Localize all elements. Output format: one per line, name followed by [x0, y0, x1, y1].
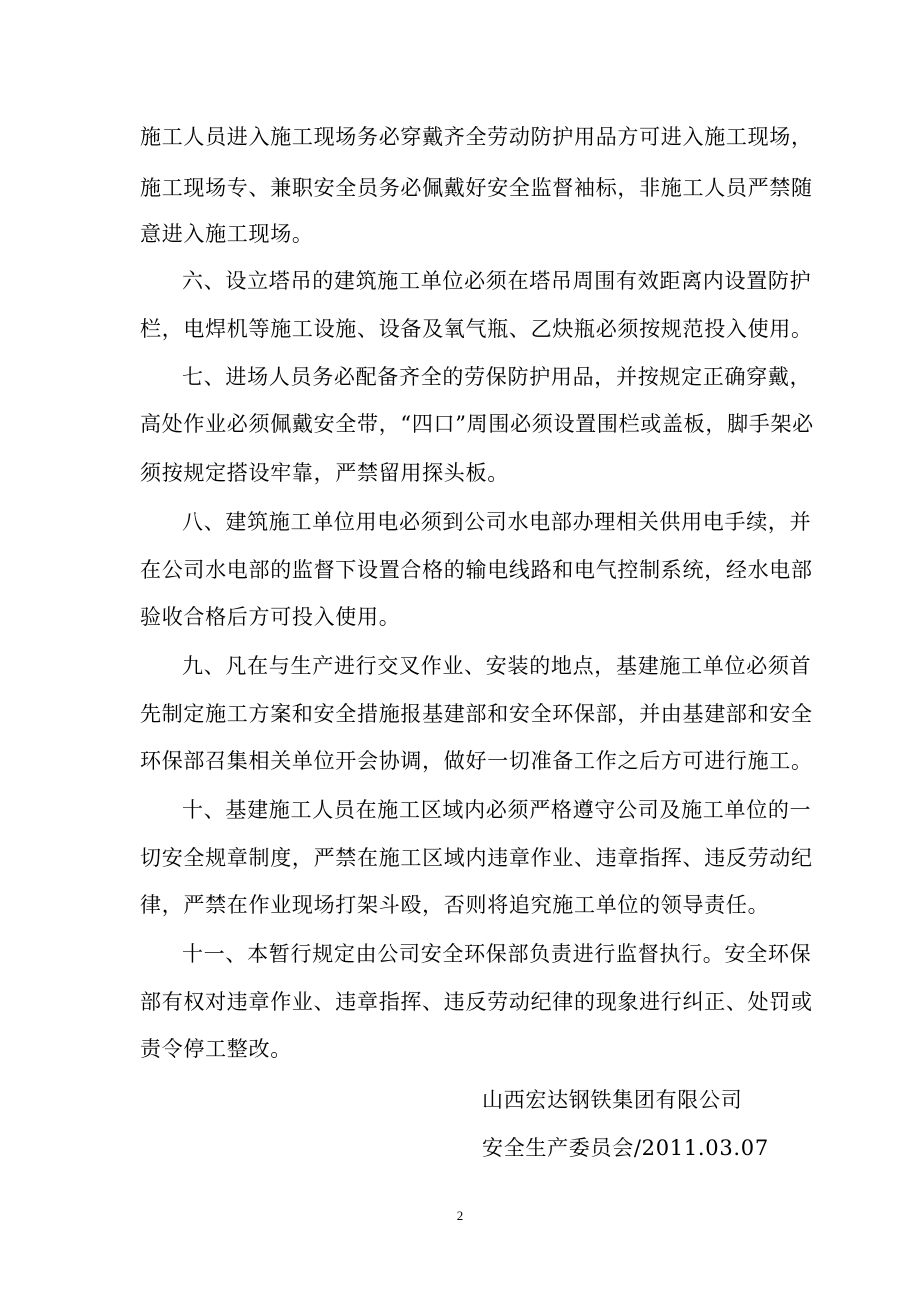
paragraph-line: 验收合格后方可投入使用。 [140, 605, 401, 629]
signature-company: 山西宏达钢铁集团有限公司 [482, 1088, 743, 1112]
paragraph-line: 高处作业必须佩戴安全带，“四口”周围必须设置围栏或盖板，脚手架必 [140, 412, 814, 436]
paragraph-line: 责令停工整改。 [140, 1037, 292, 1061]
paragraph-line: 七、进场人员务必配备齐全的劳保防护用品，并按规定正确穿戴， [182, 365, 812, 389]
paragraph-line: 九、凡在与生产进行交叉作业、安装的地点，基建施工单位必须首 [182, 654, 812, 678]
paragraph-line: 律，严禁在作业现场打架斗殴，否则将追究施工单位的领导责任。 [140, 893, 770, 917]
paragraph-line: 十、基建施工人员在施工区域内必须严格遵守公司及施工单位的一 [182, 798, 812, 822]
paragraph-line: 须按规定搭设牢靠，严禁留用探头板。 [140, 461, 509, 485]
paragraph-line: 先制定施工方案和安全措施报基建部和安全环保部，并由基建部和安全 [140, 702, 813, 726]
paragraph-line: 十一、本暂行规定由公司安全环保部负责进行监督执行。安全环保 [182, 942, 812, 966]
paragraph-line: 施工人员进入施工现场务必穿戴齐全劳动防护用品方可进入施工现场， [140, 125, 813, 149]
paragraph-line: 环保部召集相关单位开会协调，做好一切准备工作之后方可进行施工。 [140, 749, 813, 773]
signature-committee-date: 安全生产委员会/2011.03.07 [482, 1136, 769, 1160]
paragraph-line: 八、建筑施工单位用电必须到公司水电部办理相关供用电手续，并 [182, 510, 812, 534]
paragraph-line: 意进入施工现场。 [140, 222, 314, 246]
paragraph-line: 六、设立塔吊的建筑施工单位必须在塔吊周围有效距离内设置防护 [182, 269, 812, 293]
paragraph-line: 施工现场专、兼职安全员务必佩戴好安全监督袖标，非施工人员严禁随 [140, 176, 813, 200]
paragraph-line: 在公司水电部的监督下设置合格的输电线路和电气控制系统，经水电部 [140, 558, 813, 582]
paragraph-line: 切安全规章制度，严禁在施工区域内违章作业、违章指挥、违反劳动纪 [140, 846, 813, 870]
page-number: 2 [456, 1208, 464, 1223]
paragraph-line: 部有权对违章作业、违章指挥、违反劳动纪律的现象进行纠正、处罚或 [140, 990, 813, 1014]
paragraph-line: 栏，电焊机等施工设施、设备及氧气瓶、乙炔瓶必须按规范投入使用。 [140, 317, 813, 341]
